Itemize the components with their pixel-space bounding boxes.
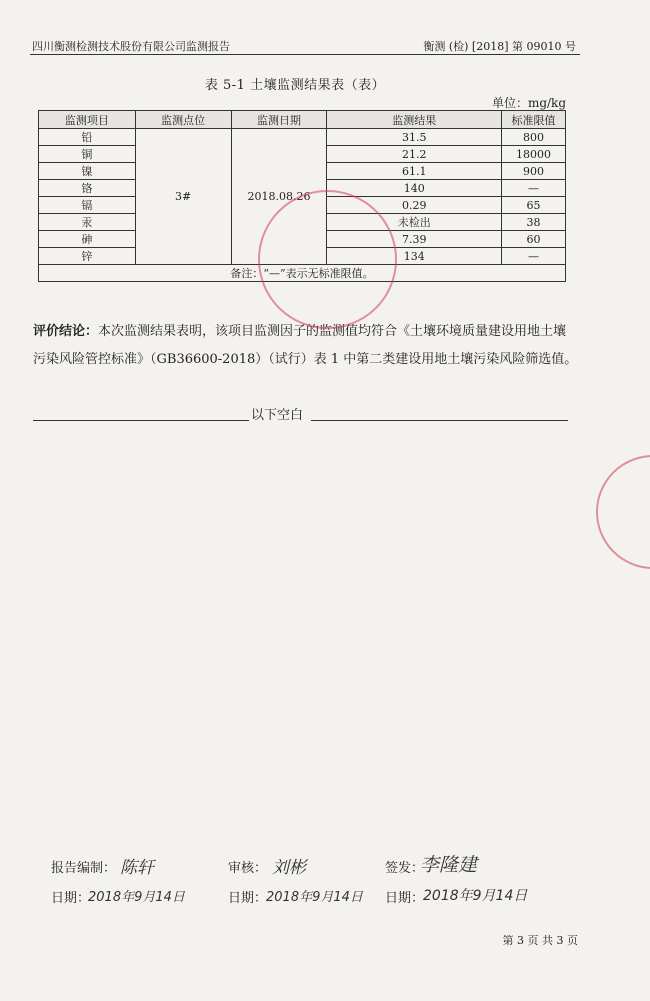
result-cell: 134 <box>327 248 502 265</box>
date-cell: 2018.08.26 <box>231 129 327 265</box>
item-cell: 镉 <box>39 197 136 214</box>
column-header: 监测结果 <box>327 111 502 129</box>
item-cell: 镍 <box>39 163 136 180</box>
issuer-date: 2018年9月14日 <box>423 888 528 904</box>
page-header <box>30 36 580 55</box>
table-note: 备注：“—”表示无标准限值。 <box>39 265 566 282</box>
reviewer-signature: 刘彬 <box>272 858 306 878</box>
date-label: 日期： <box>51 891 91 906</box>
limit-cell: 60 <box>502 231 566 248</box>
point-cell: 3# <box>135 129 231 265</box>
reviewer-label: 审核： <box>228 861 268 876</box>
result-cell: 61.1 <box>327 163 502 180</box>
table-header-row <box>39 111 566 129</box>
limit-cell: 38 <box>502 214 566 231</box>
page-number: 第 3 页 共 3 页 <box>502 934 578 947</box>
compiler-signature: 陈轩 <box>120 858 154 878</box>
item-cell: 铬 <box>39 180 136 197</box>
limit-cell: 900 <box>502 163 566 180</box>
result-cell: 140 <box>327 180 502 197</box>
column-header: 监测点位 <box>135 111 231 129</box>
compiler-date: 2018年9月14日 <box>88 890 185 905</box>
issuer-signature: 李隆建 <box>420 854 478 876</box>
evaluation-conclusion <box>33 318 578 374</box>
divider <box>33 420 249 421</box>
column-header: 监测项目 <box>39 111 136 129</box>
compiler-label: 报告编制： <box>51 861 117 876</box>
reviewer-date: 2018年9月14日 <box>266 890 363 905</box>
limit-cell: — <box>502 180 566 197</box>
date-label: 日期： <box>385 891 425 906</box>
report-number: 衡测 (检) [2018] 第 09010 号 <box>423 40 576 53</box>
table-row <box>39 129 566 146</box>
item-cell: 铜 <box>39 146 136 163</box>
result-cell: 未检出 <box>327 214 502 231</box>
limit-cell: 18000 <box>502 146 566 163</box>
item-cell: 锌 <box>39 248 136 265</box>
result-cell: 7.39 <box>327 231 502 248</box>
item-cell: 汞 <box>39 214 136 231</box>
item-cell: 砷 <box>39 231 136 248</box>
date-label: 日期： <box>228 891 268 906</box>
result-cell: 31.5 <box>327 129 502 146</box>
conclusion-text: 本次监测结果表明，该项目监测因子的监测值均符合《土壤环境质量建设用地土壤污染风险管控标准》（GB36600-2018）（试行）表 1 中第二类建设用地土壤污染风险筛选值。 <box>33 324 578 367</box>
table-title: 表 5-1 土壤监测结果表（表） <box>204 78 386 93</box>
unit-label: 单位：mg/kg <box>491 96 566 110</box>
limit-cell: — <box>502 248 566 265</box>
blank-below-line <box>33 406 568 422</box>
official-seal-stamp <box>596 455 650 569</box>
issuer-label: 签发： <box>385 861 425 876</box>
limit-cell: 65 <box>502 197 566 214</box>
divider <box>311 420 568 421</box>
column-header: 监测日期 <box>231 111 327 129</box>
organization-name: 四川衡测检测技术股份有限公司监测报告 <box>32 40 230 53</box>
official-seal-stamp <box>258 190 397 329</box>
item-cell: 铅 <box>39 129 136 146</box>
conclusion-label: 评价结论： <box>33 324 99 339</box>
column-header: 标准限值 <box>502 111 566 129</box>
blank-below-text: 以下空白 <box>251 408 304 423</box>
result-cell: 0.29 <box>327 197 502 214</box>
limit-cell: 800 <box>502 129 566 146</box>
result-cell: 21.2 <box>327 146 502 163</box>
